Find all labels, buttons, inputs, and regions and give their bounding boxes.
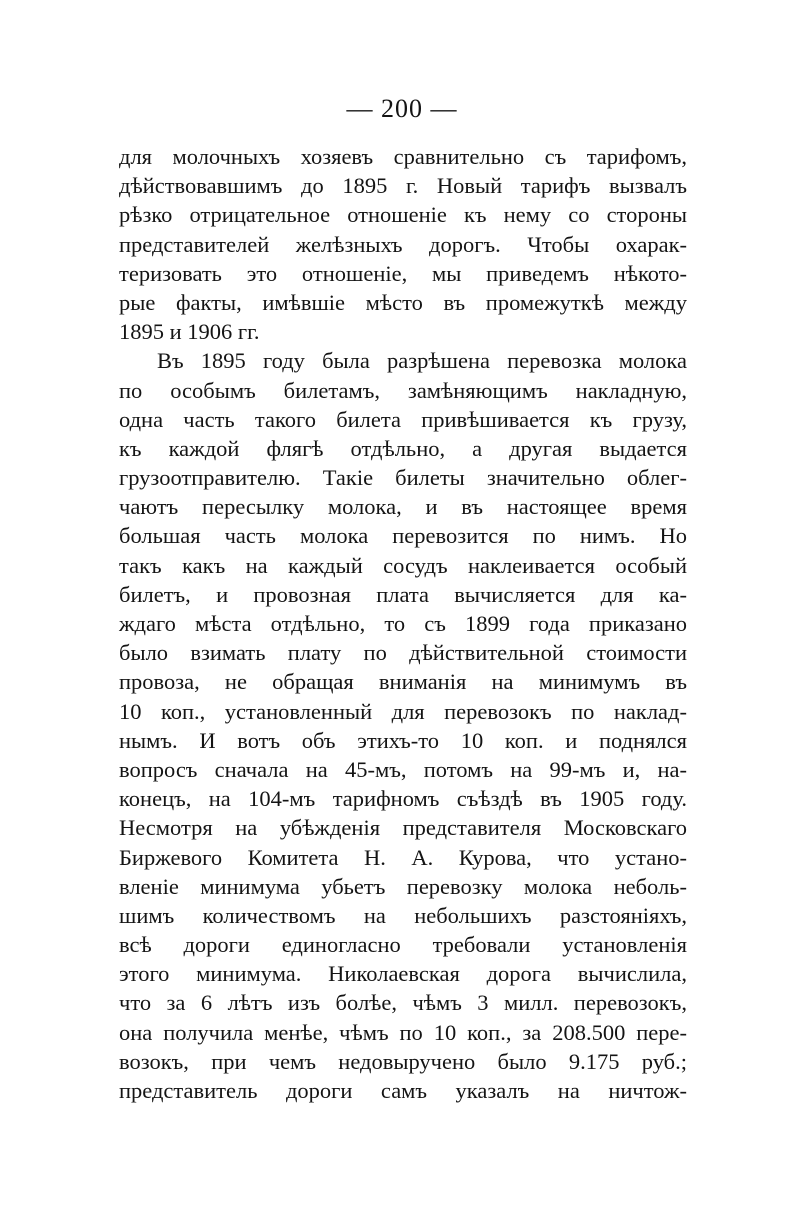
text-line: билетъ, и провозная плата вычисляется для ка-	[119, 581, 687, 607]
page-number: — 200 —	[346, 94, 458, 123]
text-line: 10 коп., установленный для перевозокъ по наклад-	[119, 698, 687, 724]
text-line: представитель дороги самъ указалъ на ничтож-	[119, 1078, 687, 1103]
text-line: къ каждой флягѣ отдѣльно, а другая выдается	[119, 435, 687, 461]
text-line: шимъ количествомъ на небольшихъ разстояніяхъ,	[119, 902, 687, 928]
text-line: чаютъ пересылку молока, и въ настоящее время	[119, 494, 687, 520]
text-line: было взимать плату по дѣйствительной стоимости	[119, 640, 687, 666]
text-line: возокъ, при чемъ недовыручено было 9.175 руб.;	[119, 1048, 687, 1074]
text-line: Биржевого Комитета Н. А. Курова, что устано-	[119, 844, 687, 870]
text-line: она получила менѣе, чѣмъ по 10 коп., за 208.500 пере-	[119, 1019, 687, 1045]
text-line: теризовать это отношеніе, мы приведемъ нѣкото-	[119, 260, 687, 286]
text-line: вопросъ сначала на 45-мъ, потомъ на 99-мъ и, на-	[119, 756, 687, 782]
text-line: провоза, не обращая вниманія на минимумъ въ	[119, 669, 687, 695]
text-line: такъ какъ на каждый сосудъ наклеивается особый	[119, 552, 687, 578]
text-line: по особымъ билетамъ, замѣняющимъ накладную,	[119, 377, 687, 403]
text-line: рѣзко отрицательное отношеніе къ нему со стороны	[119, 202, 687, 228]
text-line: Несмотря на убѣжденія представителя Московскаго	[119, 815, 687, 841]
text-line: рые факты, имѣвшіе мѣсто въ промежуткѣ между	[119, 289, 687, 315]
text-line: всѣ дороги единогласно требовали установленія	[119, 932, 687, 958]
text-line: большая часть молока перевозится по нимъ. Но	[119, 523, 687, 549]
text-line: этого минимума. Николаевская дорога вычислила,	[119, 961, 687, 987]
text-line: Въ 1895 году была разрѣшена перевозка молока	[157, 348, 687, 374]
text-line: для молочныхъ хозяевъ сравнительно съ тарифомъ,	[119, 144, 687, 169]
text-line: 1895 и 1906 гг.	[119, 319, 260, 345]
text-line: что за 6 лѣтъ изъ болѣе, чѣмъ 3 милл. перевозокъ,	[119, 990, 687, 1016]
text-line: вленіе минимума убьетъ перевозку молока неболь-	[119, 873, 687, 899]
text-line: ждаго мѣста отдѣльно, то съ 1899 года приказано	[119, 611, 687, 636]
text-line: одна часть такого билета привѣшивается къ грузу,	[119, 406, 687, 432]
text-line: нымъ. И вотъ объ этихъ-то 10 коп. и поднялся	[119, 727, 687, 753]
text-line: грузоотправителю. Такіе билеты значительно облег-	[119, 465, 687, 491]
body-text	[119, 142, 687, 1105]
text-line: конецъ, на 104-мъ тарифномъ съѣздѣ въ 1905 году.	[119, 786, 687, 812]
text-line: дѣйствовавшимъ до 1895 г. Новый тарифъ вызвалъ	[119, 173, 687, 199]
text-line: представителей желѣзныхъ дорогъ. Чтобы охарак-	[119, 231, 687, 257]
